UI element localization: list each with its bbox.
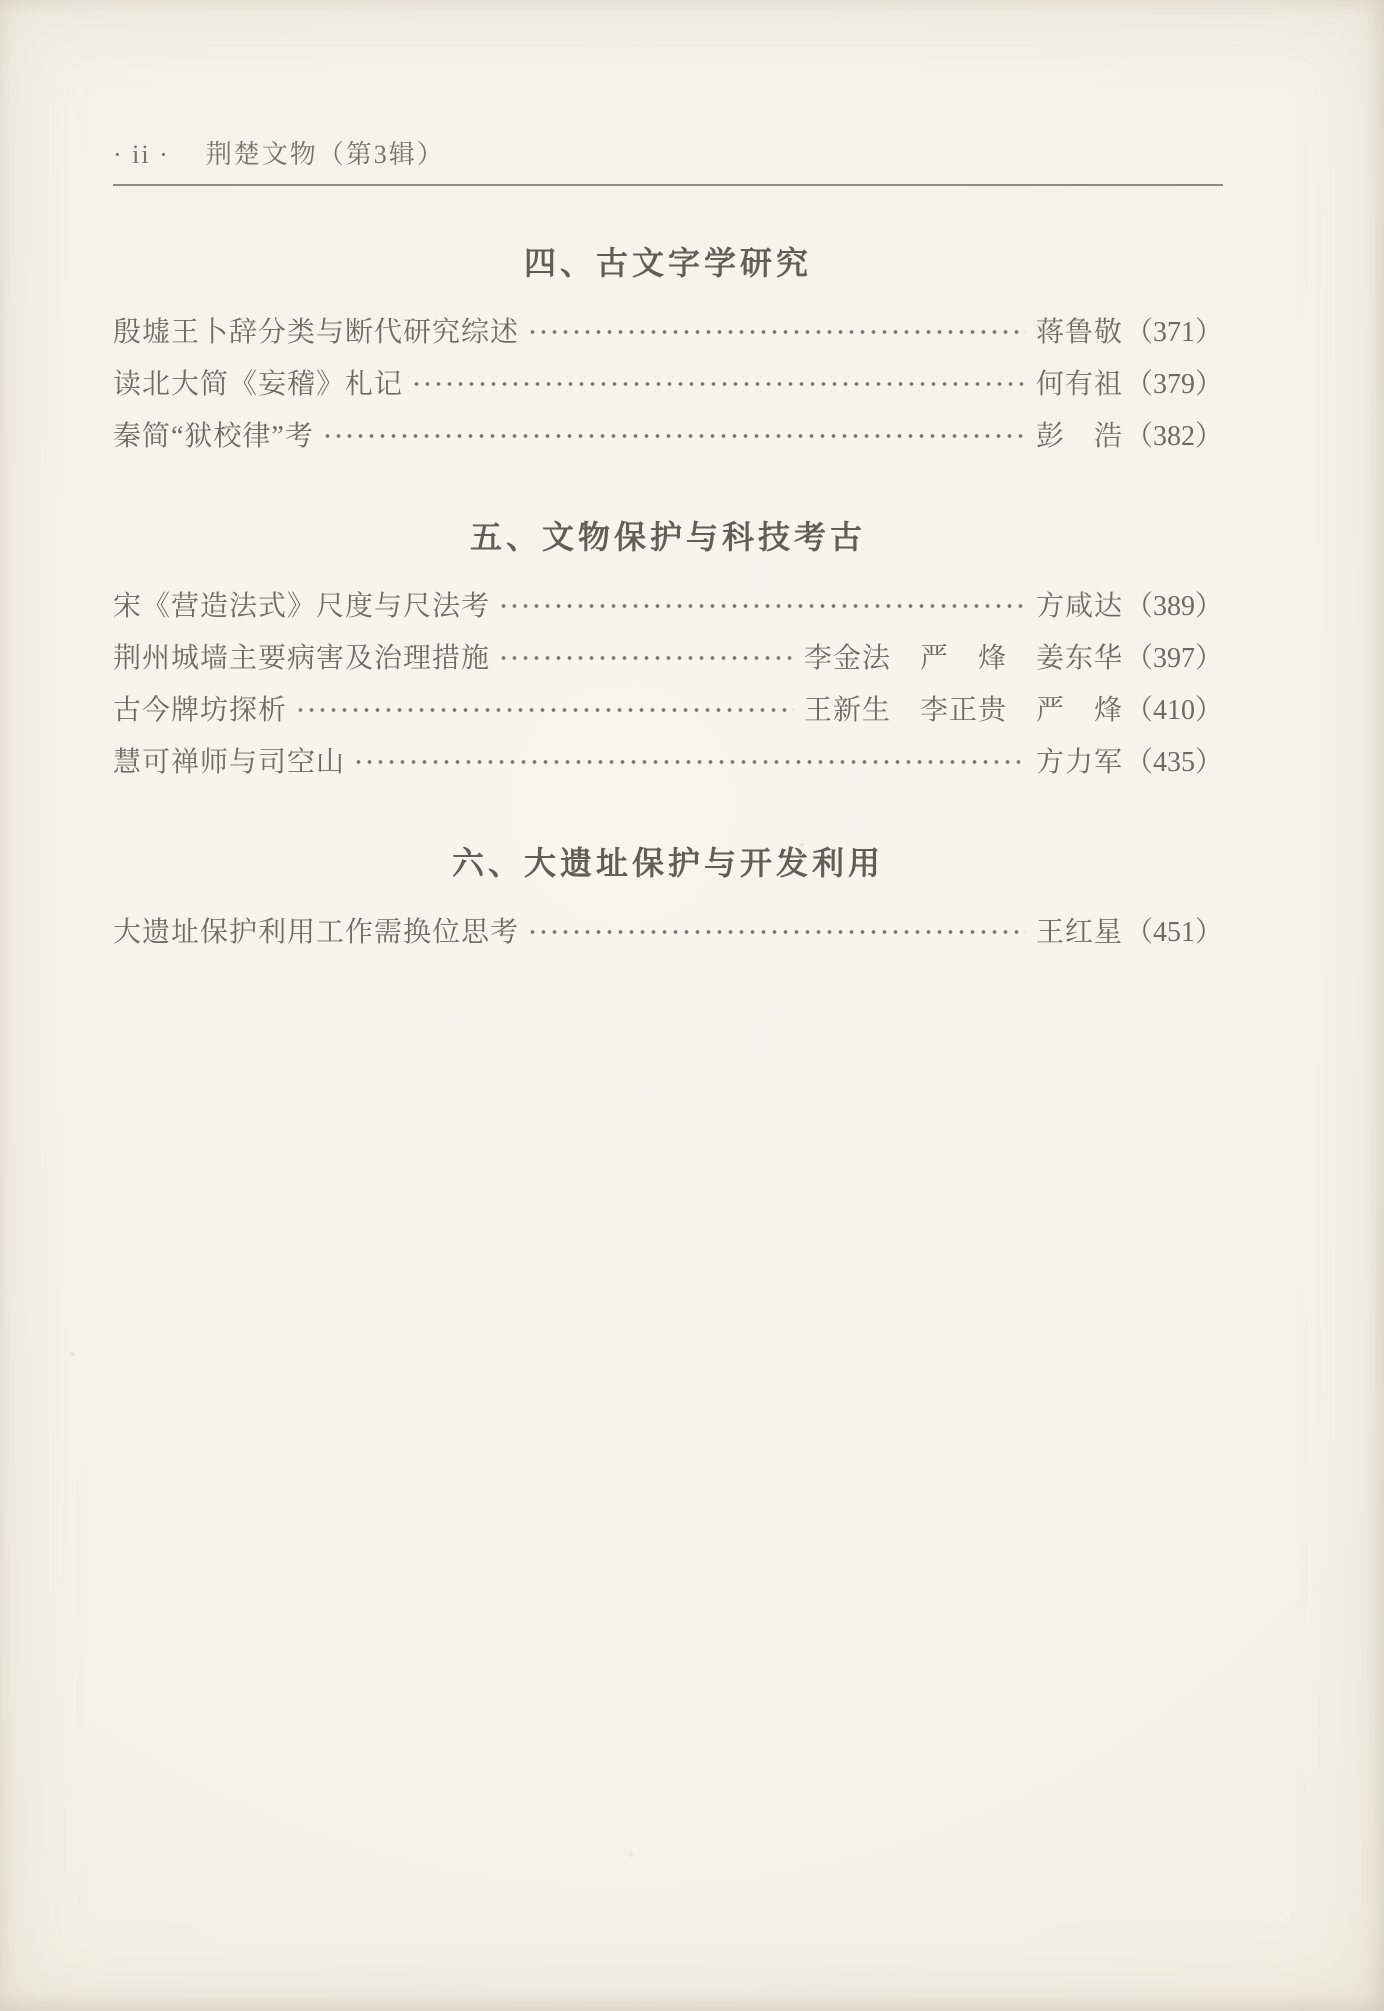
entry-authors: 方力军 xyxy=(1035,747,1123,778)
toc-entry xyxy=(113,682,1223,734)
toc-entry xyxy=(113,578,1223,630)
entry-authors: 方咸达 xyxy=(1035,591,1123,622)
entry-page-number: （397） xyxy=(1124,643,1223,674)
section-entries xyxy=(113,904,1223,956)
toc-entry xyxy=(113,630,1223,682)
paper-speck xyxy=(628,1852,633,1857)
entry-page-number: （410） xyxy=(1124,695,1223,726)
toc-entry xyxy=(113,356,1223,408)
entry-authors: 王新生 李正贵 严 烽 xyxy=(803,695,1123,726)
header-rule xyxy=(113,184,1223,186)
entry-title: 大遗址保护利用工作需换位思考 xyxy=(113,917,520,948)
section-heading: 五、文物保护与科技考古 xyxy=(469,519,866,555)
entry-title: 殷墟王卜辞分类与断代研究综述 xyxy=(113,317,520,348)
section-entries xyxy=(113,304,1223,460)
dot-leader xyxy=(409,356,1026,408)
toc-entry xyxy=(113,408,1223,460)
folio-page-number: · ii · xyxy=(113,140,170,169)
dot-leader xyxy=(496,630,794,682)
dot-leader xyxy=(496,578,1026,630)
toc-entry xyxy=(113,904,1223,956)
entry-title: 读北大简《妄稽》札记 xyxy=(113,369,404,400)
section-heading: 四、古文字学研究 xyxy=(523,245,812,281)
toc-section xyxy=(113,517,1223,786)
entry-title: 慧可禅师与司空山 xyxy=(113,747,346,778)
entry-title: 宋《营造法式》尺度与尺法考 xyxy=(113,591,491,622)
entry-title: 秦简“狱校律”考 xyxy=(113,421,314,452)
dot-leader xyxy=(293,682,794,734)
toc-entry xyxy=(113,734,1223,786)
dot-leader xyxy=(525,304,1026,356)
entry-title: 古今牌坊探析 xyxy=(113,695,288,726)
entry-page-number: （379） xyxy=(1124,369,1223,400)
dot-leader xyxy=(351,734,1026,786)
book-title: 荆楚文物（第3辑） xyxy=(205,140,445,169)
entry-page-number: （435） xyxy=(1124,747,1223,778)
section-entries xyxy=(113,578,1223,786)
dot-leader xyxy=(320,408,1026,460)
toc-entry xyxy=(113,304,1223,356)
toc-content xyxy=(113,0,1223,956)
dot-leader xyxy=(525,904,1026,956)
entry-page-number: （389） xyxy=(1124,591,1223,622)
toc-section xyxy=(113,243,1223,460)
entry-page-number: （451） xyxy=(1124,917,1223,948)
toc-sections xyxy=(113,243,1223,956)
section-heading: 六、大遗址保护与开发利用 xyxy=(451,845,884,881)
entry-authors: 李金法 严 烽 姜东华 xyxy=(803,643,1123,674)
entry-authors: 何有祖 xyxy=(1035,369,1123,400)
page-header xyxy=(113,134,1223,171)
paper-speck xyxy=(70,1352,75,1356)
entry-authors: 王红星 xyxy=(1035,917,1123,948)
entry-authors: 彭 浩 xyxy=(1035,421,1123,452)
entry-title: 荆州城墙主要病害及治理措施 xyxy=(113,643,491,674)
entry-page-number: （382） xyxy=(1124,421,1223,452)
entry-authors: 蒋鲁敬 xyxy=(1035,317,1123,348)
toc-section xyxy=(113,843,1223,956)
entry-page-number: （371） xyxy=(1124,317,1223,348)
